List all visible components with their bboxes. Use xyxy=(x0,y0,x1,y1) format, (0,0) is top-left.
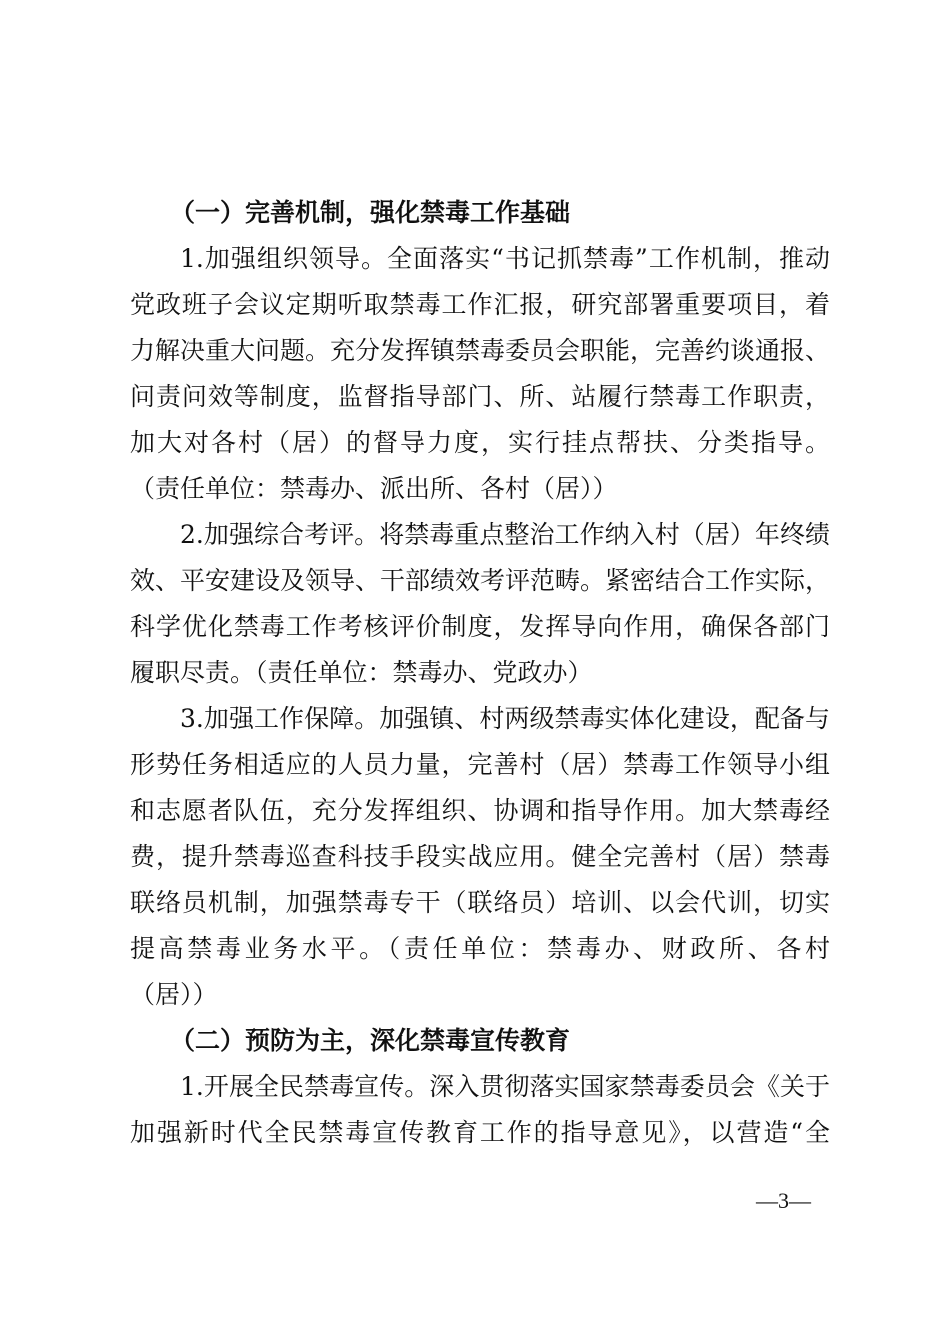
paragraph-line: 形势任务相适应的人员力量，完善村（居）禁毒工作领导小组 xyxy=(130,750,830,779)
paragraph-line: 费，提升禁毒巡查科技手段实战应用。健全完善村（居）禁毒 xyxy=(130,842,830,871)
paragraph-line: 1.加强组织领导。全面落实“书记抓禁毒”工作机制，推动 xyxy=(180,244,830,273)
section-heading xyxy=(130,1018,830,1064)
page-number: —3— xyxy=(756,1188,811,1213)
paragraph-line: 提高禁毒业务水平。（责任单位：禁毒办、财政所、各村 xyxy=(130,934,830,963)
paragraph-line: 2.加强综合考评。将禁毒重点整治工作纳入村（居）年终绩 xyxy=(180,520,830,549)
paragraph xyxy=(130,236,830,512)
paragraph-line: 科学优化禁毒工作考核评价制度，发挥导向作用，确保各部门 xyxy=(130,612,830,641)
heading-text: （一）完善机制，强化禁毒工作基础 xyxy=(170,198,571,227)
paragraph-line: （居）） xyxy=(130,980,218,1009)
heading-text: （二）预防为主，深化禁毒宣传教育 xyxy=(170,1026,571,1055)
paragraph-line: （责任单位：禁毒办、派出所、各村（居）） xyxy=(130,474,618,503)
paragraph xyxy=(130,1064,830,1156)
paragraph-line: 效、平安建设及领导、干部绩效考评范畴。紧密结合工作实际， xyxy=(130,566,831,595)
paragraph-line: 履职尽责。（责任单位：禁毒办、党政办） xyxy=(130,658,593,687)
paragraph-line: 联络员机制，加强禁毒专干（联络员）培训、以会代训，切实 xyxy=(130,888,830,917)
document-body xyxy=(130,190,830,1156)
paragraph xyxy=(130,696,830,1018)
paragraph-line: 加大对各村（居）的督导力度，实行挂点帮扶、分类指导。 xyxy=(130,428,830,457)
paragraph-line: 3.加强工作保障。加强镇、村两级禁毒实体化建设，配备与 xyxy=(180,704,830,733)
section-heading xyxy=(130,190,830,236)
paragraph-line: 加强新时代全民禁毒宣传教育工作的指导意见》，以营造“全 xyxy=(130,1118,830,1147)
paragraph xyxy=(130,512,830,696)
paragraph-line: 1.开展全民禁毒宣传。深入贯彻落实国家禁毒委员会《关于 xyxy=(180,1072,830,1101)
paragraph-line: 问责问效等制度，监督指导部门、所、站履行禁毒工作职责， xyxy=(130,382,830,411)
paragraph-line: 力解决重大问题。充分发挥镇禁毒委员会职能，完善约谈通报、 xyxy=(130,336,831,365)
paragraph-line: 和志愿者队伍，充分发挥组织、协调和指导作用。加大禁毒经 xyxy=(130,796,830,825)
paragraph-line: 党政班子会议定期听取禁毒工作汇报，研究部署重要项目，着 xyxy=(130,290,830,319)
